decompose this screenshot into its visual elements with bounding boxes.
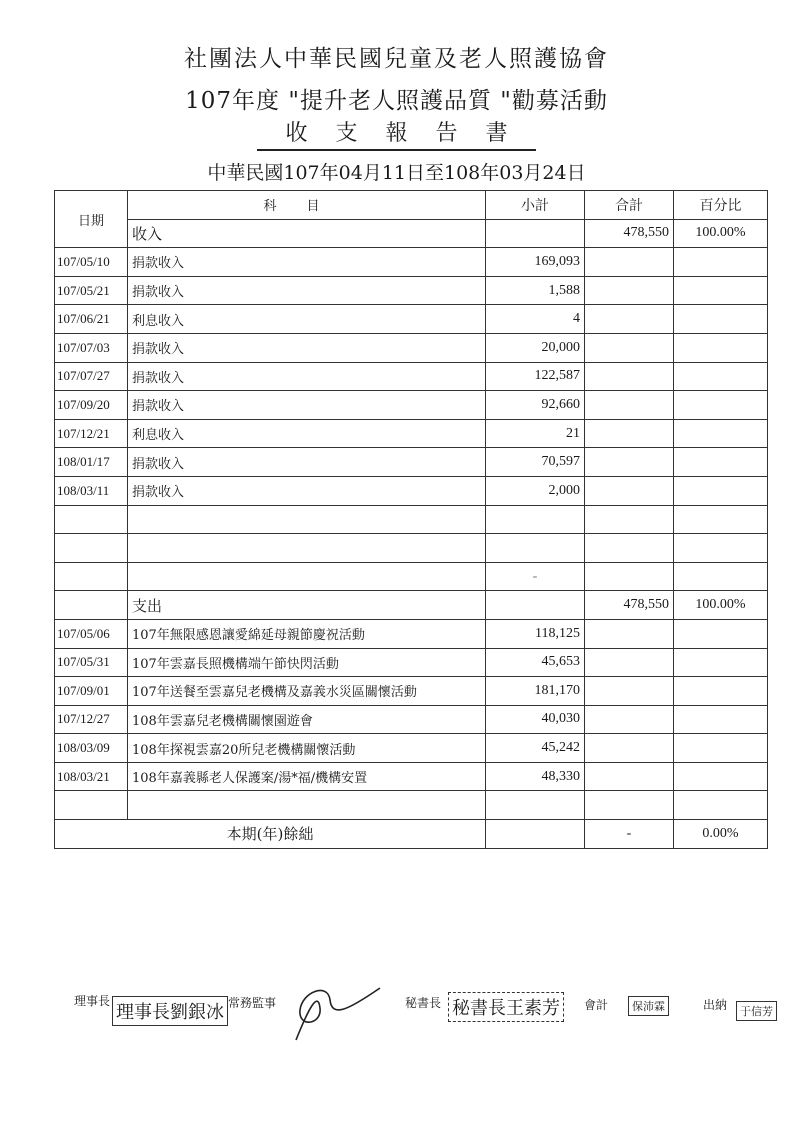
income-row-total-cell [585,276,674,305]
expense-row [55,648,768,677]
income-row-item: 捐款收入 [128,276,486,305]
expense-row [55,734,768,763]
blank-row-total [585,505,674,534]
expense-percent: 100.00% [674,591,768,620]
cashier-stamp: 于信芳 [736,1001,777,1021]
expense-row [55,619,768,648]
signature-row [0,994,793,1060]
income-row-item: 利息收入 [128,305,486,334]
income-row-total-cell [585,248,674,277]
report-period: 中華民國107年04月11日至108年03月24日 [207,162,586,184]
income-subtotal-cell [486,219,585,248]
income-row [55,333,768,362]
income-row-total-cell [585,419,674,448]
expense-section-row [55,591,768,620]
expense-row [55,762,768,791]
income-row [55,448,768,477]
blank-row [55,505,768,534]
income-row-item: 捐款收入 [128,333,486,362]
income-row-total-cell [585,476,674,505]
income-row-item: 捐款收入 [128,476,486,505]
cashier-label: 出納 [703,998,728,1012]
income-row-percent-cell [674,362,768,391]
expense-row-item: 108年雲嘉兒老機構關懷園遊會 [128,705,486,734]
header-total: 合計 [585,191,674,220]
blank-row-total [585,791,674,820]
income-row-total-cell [585,333,674,362]
blank-row-percent [674,505,768,534]
income-percent: 100.00% [674,219,768,248]
blank-row-date [55,505,128,534]
income-row-date: 107/12/21 [55,419,128,448]
income-row-percent-cell [674,276,768,305]
expense-row-total-cell [585,648,674,677]
income-total: 478,550 [585,219,674,248]
document-title [0,116,793,151]
income-row-amount: 20,000 [486,333,585,362]
expense-row-amount: 48,330 [486,762,585,791]
expense-row-percent-cell [674,648,768,677]
income-row-item: 捐款收入 [128,448,486,477]
expense-row-amount: 181,170 [486,677,585,706]
income-row-date: 107/07/03 [55,333,128,362]
income-row-amount: 21 [486,419,585,448]
campaign-title: 107年度 "提升老人照護品質 "勸募活動 [185,88,608,114]
income-row-amount: 2,000 [486,476,585,505]
expense-row-total-cell [585,705,674,734]
document-title-text: 收支報告書 [257,116,535,151]
blank-row-subtotal: - [486,562,585,591]
expense-row-item: 108年探視雲嘉20所兒老機構關懷活動 [128,734,486,763]
income-row-total-cell [585,305,674,334]
chairman-stamp: 理事長劉銀冰 [112,996,228,1026]
expense-row-item: 107年送餐至雲嘉兒老機構及嘉義水災區關懷活動 [128,677,486,706]
blank-row-item [128,505,486,534]
expense-row-total-cell [585,677,674,706]
income-row [55,476,768,505]
income-row-percent-cell [674,476,768,505]
blank-row-item [128,562,486,591]
income-row-percent-cell [674,305,768,334]
income-row-item: 捐款收入 [128,362,486,391]
net-balance-total: - [585,820,674,849]
expense-row-date: 107/05/06 [55,619,128,648]
income-row-item: 捐款收入 [128,391,486,420]
income-label: 收入 [128,219,486,248]
blank-row [55,791,768,820]
blank-row [55,534,768,563]
expense-row-percent-cell [674,734,768,763]
header-subtotal: 小計 [486,191,585,220]
income-row-percent-cell [674,448,768,477]
expense-row-total-cell [585,762,674,791]
income-row-item: 捐款收入 [128,248,486,277]
income-row-item: 利息收入 [128,419,486,448]
net-subtotal-cell [486,820,585,849]
expense-row-percent-cell [674,677,768,706]
income-row-date: 108/01/17 [55,448,128,477]
header-row [55,191,768,220]
blank-row-percent [674,791,768,820]
income-row-amount: 70,597 [486,448,585,477]
expense-row-total-cell [585,734,674,763]
header-item: 科目 [128,191,486,220]
income-row-percent-cell [674,391,768,420]
expense-row-item: 107年無限感恩讓愛綿延母親節慶祝活動 [128,619,486,648]
net-balance-label: 本期(年)餘絀 [55,820,486,849]
income-row [55,391,768,420]
secretary-stamp: 秘書長王素芳 [448,992,564,1022]
expense-row-amount: 40,030 [486,705,585,734]
expense-row-date: 107/09/01 [55,677,128,706]
net-balance-row [55,820,768,849]
header-date: 日期 [55,191,128,248]
expense-row-amount: 45,653 [486,648,585,677]
income-row [55,362,768,391]
income-row [55,276,768,305]
expense-row-date: 107/05/31 [55,648,128,677]
income-row-date: 107/07/27 [55,362,128,391]
expense-row-total-cell [585,619,674,648]
expense-row-item: 108年嘉義縣老人保護案/湯*福/機構安置 [128,762,486,791]
header-percent: 百分比 [674,191,768,220]
income-row-amount: 1,588 [486,276,585,305]
income-row-date: 108/03/11 [55,476,128,505]
expense-row-date: 108/03/09 [55,734,128,763]
blank-row-percent [674,562,768,591]
expense-row-percent-cell [674,762,768,791]
expense-row-percent-cell [674,705,768,734]
blank-row [55,562,768,591]
income-section-row [55,219,768,248]
income-row-date: 107/05/21 [55,276,128,305]
expense-row [55,705,768,734]
blank-row-total [585,534,674,563]
chairman-label: 理事長 [74,994,111,1008]
blank-row-item [128,791,486,820]
supervisor-signature-scribble [288,970,388,1050]
net-balance-percent: 0.00% [674,820,768,849]
income-row-date: 107/09/20 [55,391,128,420]
blank-row-total [585,562,674,591]
blank-row-subtotal [486,505,585,534]
expense-subtotal-cell [486,591,585,620]
income-expense-table [54,190,768,849]
income-row [55,305,768,334]
income-row-percent-cell [674,333,768,362]
income-row-percent-cell [674,248,768,277]
supervisor-label: 常務監事 [228,996,277,1010]
org-name: 社團法人中華民國兒童及老人照護協會 [184,46,609,72]
income-row-amount: 92,660 [486,391,585,420]
expense-row-date: 108/03/21 [55,762,128,791]
expense-row-amount: 118,125 [486,619,585,648]
expense-row-percent-cell [674,619,768,648]
secretary-label: 秘書長 [405,996,442,1010]
expense-total: 478,550 [585,591,674,620]
blank-row-subtotal [486,534,585,563]
expense-row [55,677,768,706]
blank-row-date [55,534,128,563]
income-row-amount: 169,093 [486,248,585,277]
blank-row-date [55,562,128,591]
expense-row-amount: 45,242 [486,734,585,763]
blank-row-percent [674,534,768,563]
accountant-stamp: 保沛霖 [628,996,669,1016]
income-row-total-cell [585,448,674,477]
income-row [55,419,768,448]
income-row-amount: 122,587 [486,362,585,391]
income-row-date: 107/06/21 [55,305,128,334]
blank-row-subtotal [486,791,585,820]
accountant-label: 會計 [584,998,609,1012]
income-row-percent-cell [674,419,768,448]
income-row-amount: 4 [486,305,585,334]
blank-row-date [55,791,128,820]
expense-section-date [55,591,128,620]
income-row-total-cell [585,362,674,391]
expense-row-item: 107年雲嘉長照機構端午節快閃活動 [128,648,486,677]
expense-row-date: 107/12/27 [55,705,128,734]
income-row-total-cell [585,391,674,420]
expense-label: 支出 [128,591,486,620]
blank-row-item [128,534,486,563]
income-row-date: 107/05/10 [55,248,128,277]
income-row [55,248,768,277]
